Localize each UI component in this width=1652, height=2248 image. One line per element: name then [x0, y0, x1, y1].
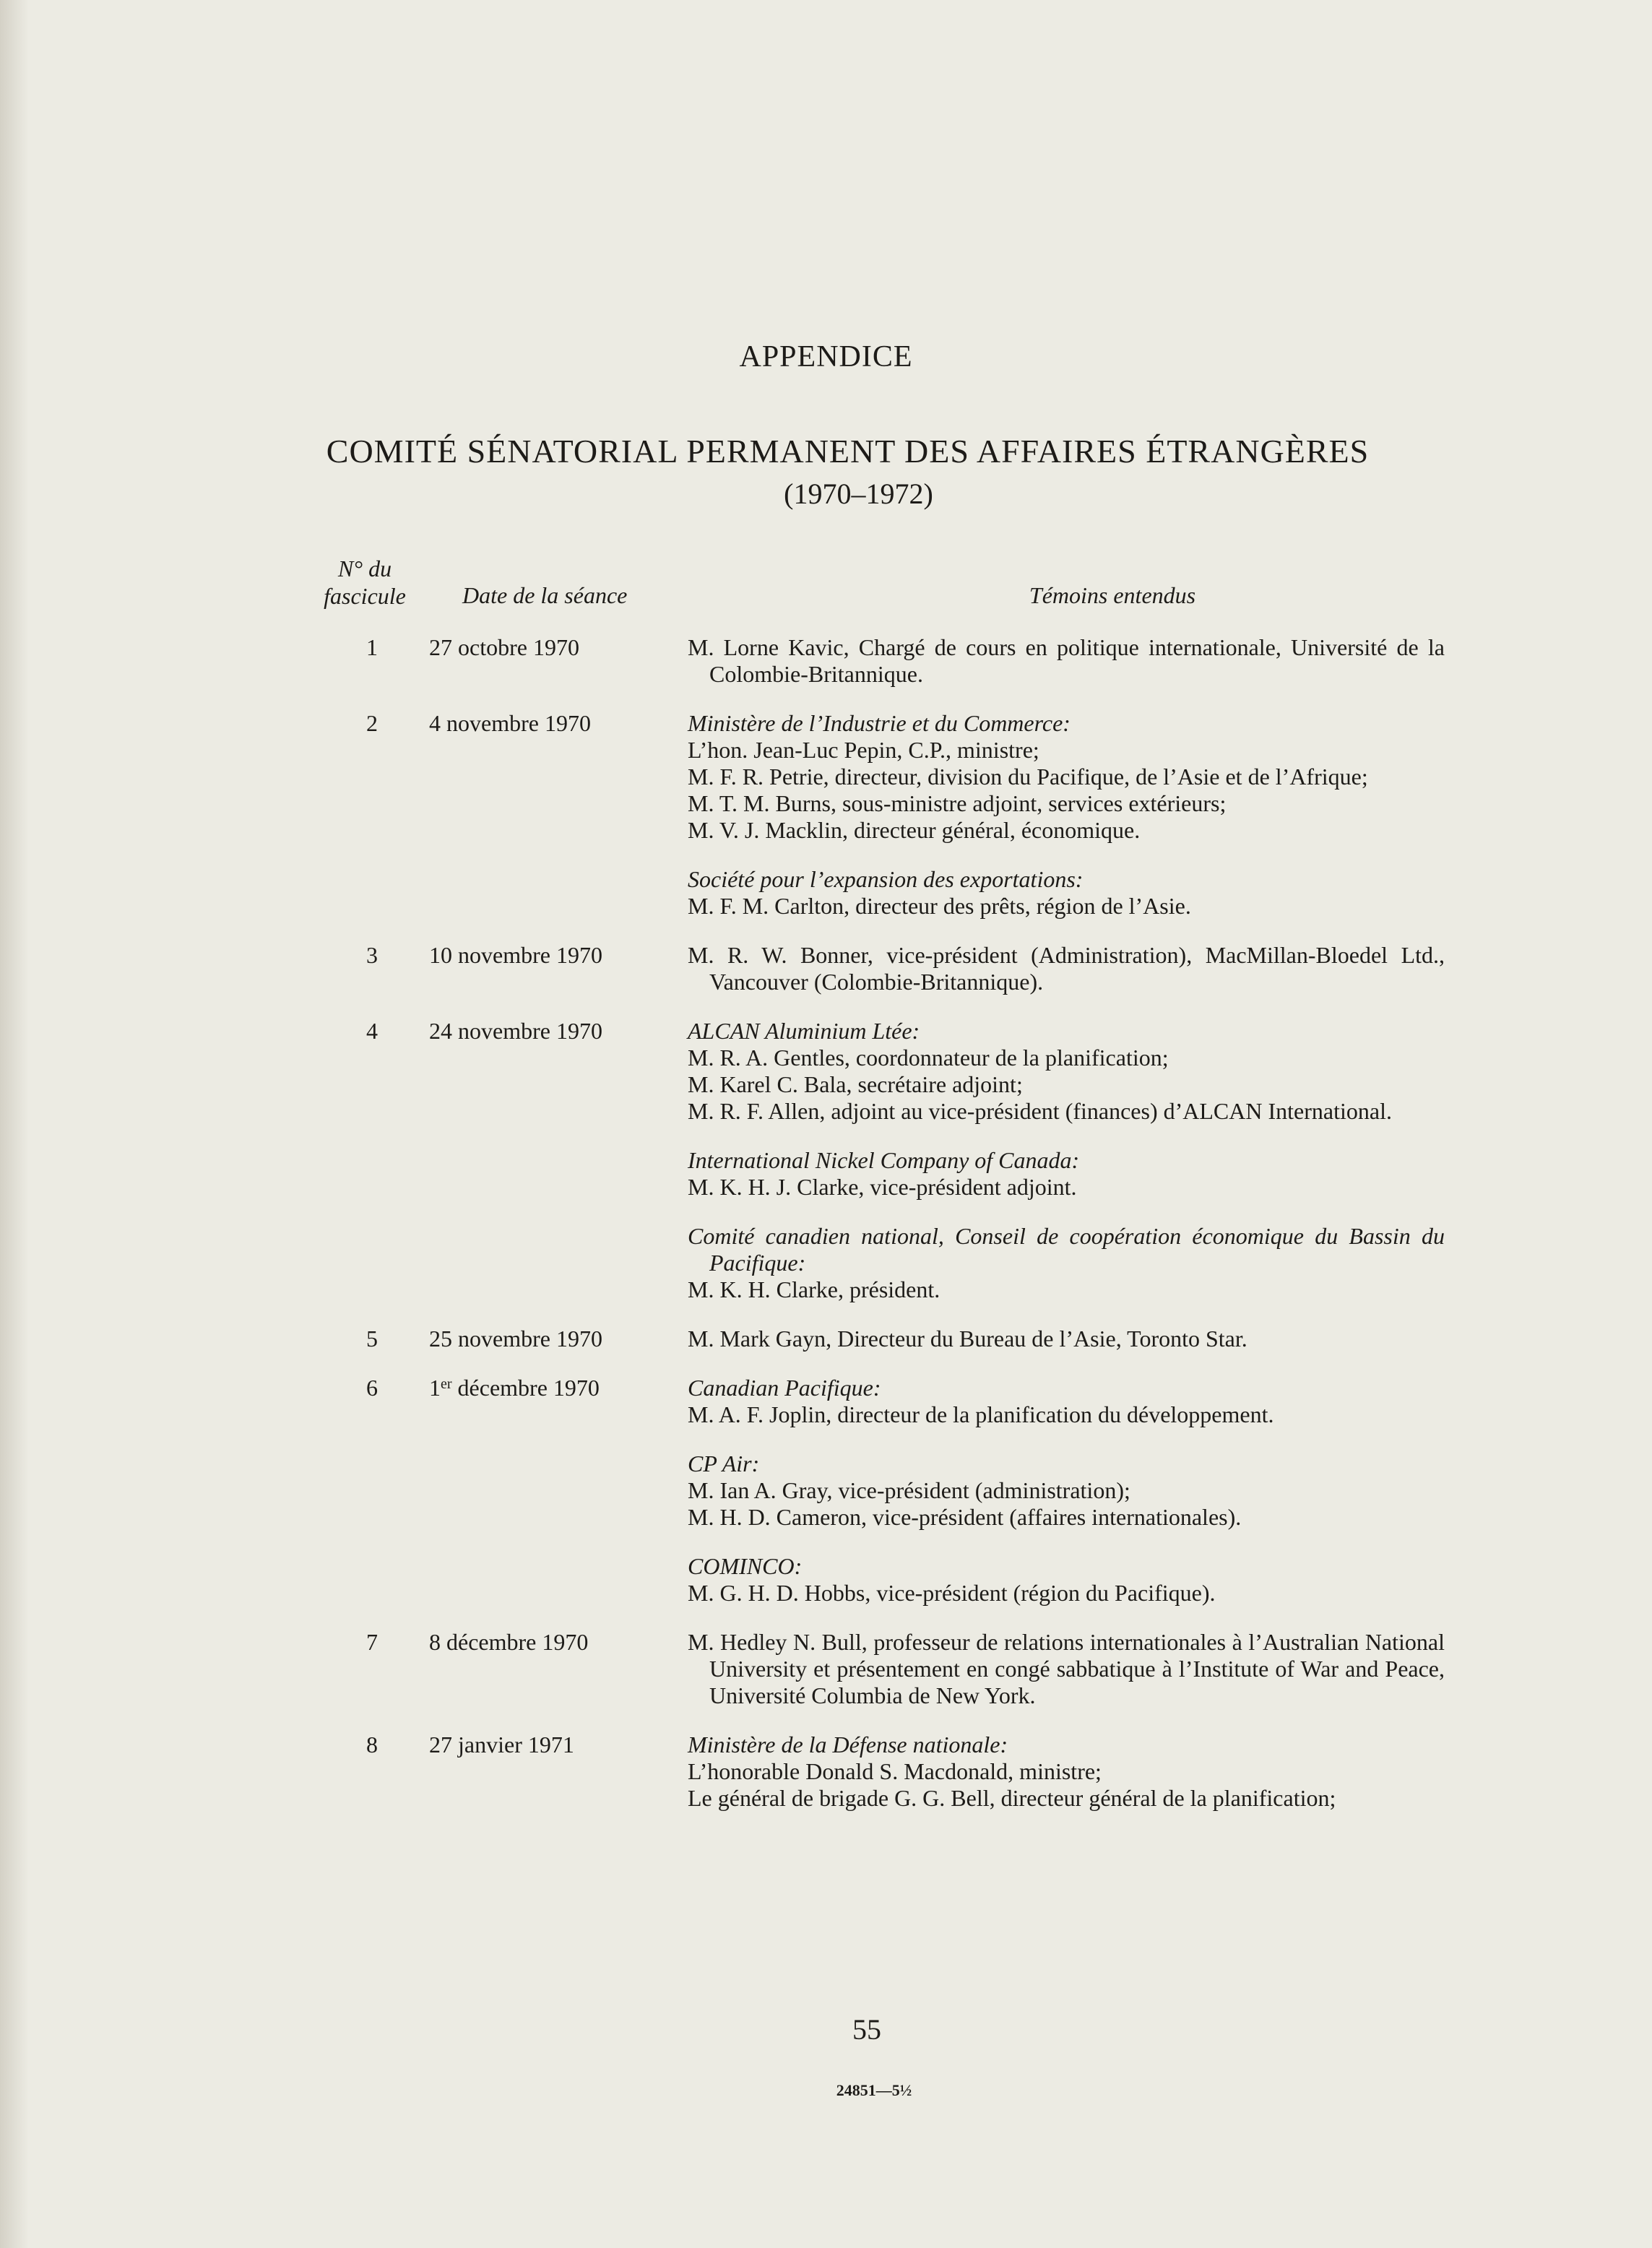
- witness-entry: M. Ian A. Gray, vice-président (administration);: [688, 1477, 1130, 1503]
- session-number: 3: [366, 942, 378, 968]
- session-date-text: 27 octobre 1970: [429, 634, 579, 660]
- session-number: 6: [366, 1375, 378, 1401]
- table-row: [318, 1326, 1445, 1352]
- committee-title: COMITÉ SÉNATORIAL PERMANENT DES AFFAIRES ÉTRANGÈRES: [326, 433, 1370, 470]
- session-date-superscript: er: [441, 1376, 452, 1392]
- organization-name: CP Air:: [688, 1451, 760, 1477]
- session-date-text: 25 novembre 1970: [429, 1326, 602, 1352]
- table-row: [318, 942, 1445, 995]
- row-spacer: [318, 1303, 1445, 1326]
- witness-list: [688, 1629, 1445, 1709]
- column-header-date: Date de la séance: [462, 582, 628, 608]
- session-date: [426, 1629, 688, 1709]
- witness-entry: M. F. R. Petrie, directeur, division du Pacifique, de l’Asie et de l’Afrique;: [688, 764, 1368, 790]
- witness-list: [688, 634, 1445, 688]
- print-code: 24851—5½: [836, 2081, 912, 2099]
- witness-list: [688, 1326, 1445, 1352]
- witness-entry: M. A. F. Joplin, directeur de la planification du développement.: [688, 1401, 1274, 1427]
- session-date: [426, 1732, 688, 1812]
- witness-entry: M. R. W. Bonner, vice-président (Administration), MacMillan-Bloedel Ltd., Vancouver (Colombie-Britannique).: [688, 942, 1445, 995]
- witness-entry: M. K. H. Clarke, président.: [688, 1276, 940, 1302]
- witness-list: [688, 942, 1445, 995]
- period: (1970–1972): [784, 477, 933, 510]
- witness-entry: M. Mark Gayn, Directeur du Bureau de l’Asie, Toronto Star.: [688, 1326, 1247, 1352]
- session-date-text: 24 novembre 1970: [429, 1018, 602, 1044]
- row-spacer: [318, 1709, 1445, 1732]
- witness-entry: M. Lorne Kavic, Chargé de cours en politique internationale, Université de la Colombie-Britannique.: [688, 634, 1445, 687]
- table-row: [318, 634, 1445, 688]
- witness-entry: M. V. J. Macklin, directeur général, économique.: [688, 817, 1141, 843]
- witness-entry: L’hon. Jean-Luc Pepin, C.P., ministre;: [688, 737, 1039, 763]
- witness-entry: M. R. F. Allen, adjoint au vice-président (finances) d’ALCAN International.: [688, 1098, 1392, 1124]
- witness-entry: M. T. M. Burns, sous-ministre adjoint, services extérieurs;: [688, 790, 1227, 816]
- witness-list: [688, 1732, 1445, 1812]
- session-number: 2: [366, 710, 378, 736]
- session-date: [426, 634, 688, 688]
- witness-list: [688, 710, 1445, 920]
- organization-name: Canadian Pacifique:: [688, 1375, 881, 1401]
- table-row: [318, 1732, 1445, 1812]
- session-number: 7: [366, 1629, 378, 1655]
- organization-name: Société pour l’expansion des exportations:: [688, 866, 1084, 892]
- session-date-rest: décembre 1970: [451, 1375, 600, 1401]
- group-spacer: [688, 1428, 1445, 1451]
- organization-name: COMINCO:: [688, 1553, 803, 1579]
- table-row: [318, 710, 1445, 920]
- session-date-text: 27 janvier 1971: [429, 1732, 574, 1758]
- row-spacer: [318, 1352, 1445, 1375]
- group-spacer: [688, 844, 1445, 866]
- witness-entry: M. H. D. Cameron, vice-président (affaires internationales).: [688, 1504, 1242, 1530]
- session-date: [426, 942, 688, 995]
- witness-list: [688, 1375, 1445, 1607]
- row-spacer: [318, 995, 1445, 1018]
- session-date-text: 8 décembre 1970: [429, 1629, 589, 1655]
- column-header-number: [318, 555, 412, 610]
- table-row: [318, 1375, 1445, 1607]
- group-spacer: [688, 1201, 1445, 1223]
- witness-entry: L’honorable Donald S. Macdonald, ministre;: [688, 1758, 1102, 1784]
- organization-name: ALCAN Aluminium Ltée:: [688, 1018, 920, 1044]
- table-row: [318, 1629, 1445, 1709]
- table-row: [318, 1018, 1445, 1303]
- page-edge-shadow: [0, 0, 29, 2248]
- witness-list: [688, 1018, 1445, 1303]
- session-number: 4: [366, 1018, 378, 1044]
- session-number: 8: [366, 1732, 378, 1758]
- appendix-title: APPENDICE: [739, 340, 913, 373]
- organization-name: Comité canadien national, Conseil de coopération économique du Bassin du Pacifique:: [688, 1223, 1445, 1276]
- row-spacer: [318, 920, 1445, 942]
- organization-name: International Nickel Company of Canada:: [688, 1147, 1080, 1173]
- session-date-text: 1: [429, 1375, 441, 1401]
- session-number: 1: [366, 634, 378, 660]
- witness-entry: M. G. H. D. Hobbs, vice-président (région du Pacifique).: [688, 1580, 1216, 1606]
- session-date: [426, 1018, 688, 1303]
- page-number: 55: [852, 2013, 881, 2046]
- organization-name: Ministère de l’Industrie et du Commerce:: [688, 710, 1071, 736]
- witness-entry: M. Hedley N. Bull, professeur de relations internationales à l’Australian National University et présentement en congé sabbatique à l’Institute of War and Peace, Université Columbia de New York.: [688, 1629, 1445, 1708]
- column-header-number-line1: N° du: [337, 555, 392, 582]
- witness-entry: M. K. H. J. Clarke, vice-président adjoint.: [688, 1174, 1077, 1200]
- session-date: [426, 1326, 688, 1352]
- witness-entry: M. F. M. Carlton, directeur des prêts, région de l’Asie.: [688, 893, 1191, 919]
- column-header-witnesses: Témoins entendus: [1029, 582, 1196, 608]
- witness-entry: Le général de brigade G. G. Bell, directeur général de la planification;: [688, 1785, 1336, 1811]
- sessions-table: [318, 634, 1445, 1812]
- session-number: 5: [366, 1326, 378, 1352]
- session-date-text: 10 novembre 1970: [429, 942, 602, 968]
- column-header-number-line2: fascicule: [324, 583, 406, 609]
- witness-entry: M. Karel C. Bala, secrétaire adjoint;: [688, 1071, 1023, 1097]
- organization-name: Ministère de la Défense nationale:: [688, 1732, 1008, 1758]
- session-date: [426, 710, 688, 920]
- witness-entry: M. R. A. Gentles, coordonnateur de la planification;: [688, 1045, 1169, 1071]
- session-date: [426, 1375, 688, 1607]
- row-spacer: [318, 1607, 1445, 1629]
- session-date-text: 4 novembre 1970: [429, 710, 591, 736]
- row-spacer: [318, 688, 1445, 710]
- group-spacer: [688, 1125, 1445, 1147]
- group-spacer: [688, 1531, 1445, 1553]
